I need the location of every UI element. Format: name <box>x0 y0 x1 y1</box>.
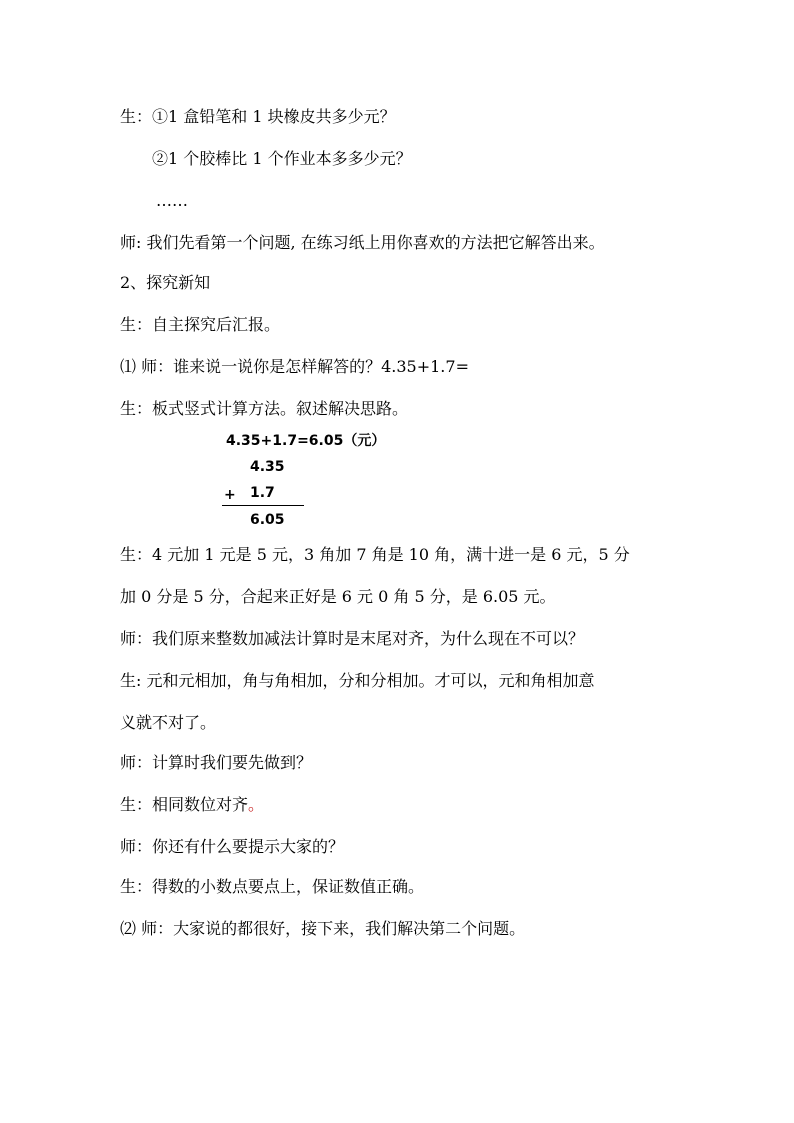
student-line-4a: 生：4 元加 1 元是 5 元，3 角加 7 角是 10 角，满十进一是 6 元，5 分 <box>120 545 630 564</box>
student-line-2: 生：自主探究后汇报。 <box>120 315 281 334</box>
question-2: ②1 个胶棒比 1 个作业本多多少元？ <box>152 149 412 168</box>
student-line-6-text: 生：相同数位对齐 <box>120 795 249 814</box>
teacher-line-4: 师：计算时我们要先做到？ <box>120 753 313 772</box>
student-line-6 <box>120 794 264 816</box>
student-line-5a: 生: 元和元相加，角与角相加，分和分相加。才可以，元和角相加意 <box>120 671 595 690</box>
ellipsis: …… <box>156 191 188 210</box>
calc-sum-rule <box>222 505 304 506</box>
calc-plus-sign: + <box>224 487 236 503</box>
student-line-5b: 义就不对了。 <box>120 713 217 732</box>
student-line-questions: 生：①1 盒铅笔和 1 块橡皮共多少元？ <box>120 107 396 126</box>
calc-addend-1: 4.35 <box>250 459 285 475</box>
student-line-3: 生：板式竖式计算方法。叙述解决思路。 <box>120 399 409 418</box>
teacher-line-6: ⑵ 师：大家说的都很好，接下来，我们解决第二个问题。 <box>120 919 526 938</box>
calc-addend-2: 1.7 <box>250 485 275 501</box>
section-heading: 2、探究新知 <box>120 273 211 292</box>
teacher-line-2: ⑴ 师：谁来说一说你是怎样解答的？4.35+1.7= <box>120 357 469 376</box>
student-line-7: 生：得数的小数点要点上，保证数值正确。 <box>120 877 425 896</box>
calc-sum: 6.05 <box>250 512 285 528</box>
student-line-4b: 加 0 分是 5 分，合起来正好是 6 元 0 角 5 分，是 6.05 元。 <box>120 587 556 606</box>
teacher-line-1: 师: 我们先看第一个问题, 在练习纸上用你喜欢的方法把它解答出来。 <box>120 233 605 252</box>
red-period: 。 <box>248 795 265 814</box>
calc-equation: 4.35+1.7=6.05（元） <box>226 433 386 449</box>
teacher-line-5: 师：你还有什么要提示大家的？ <box>120 837 345 856</box>
teacher-line-3: 师：我们原来整数加减法计算时是末尾对齐，为什么现在不可以？ <box>120 629 585 648</box>
